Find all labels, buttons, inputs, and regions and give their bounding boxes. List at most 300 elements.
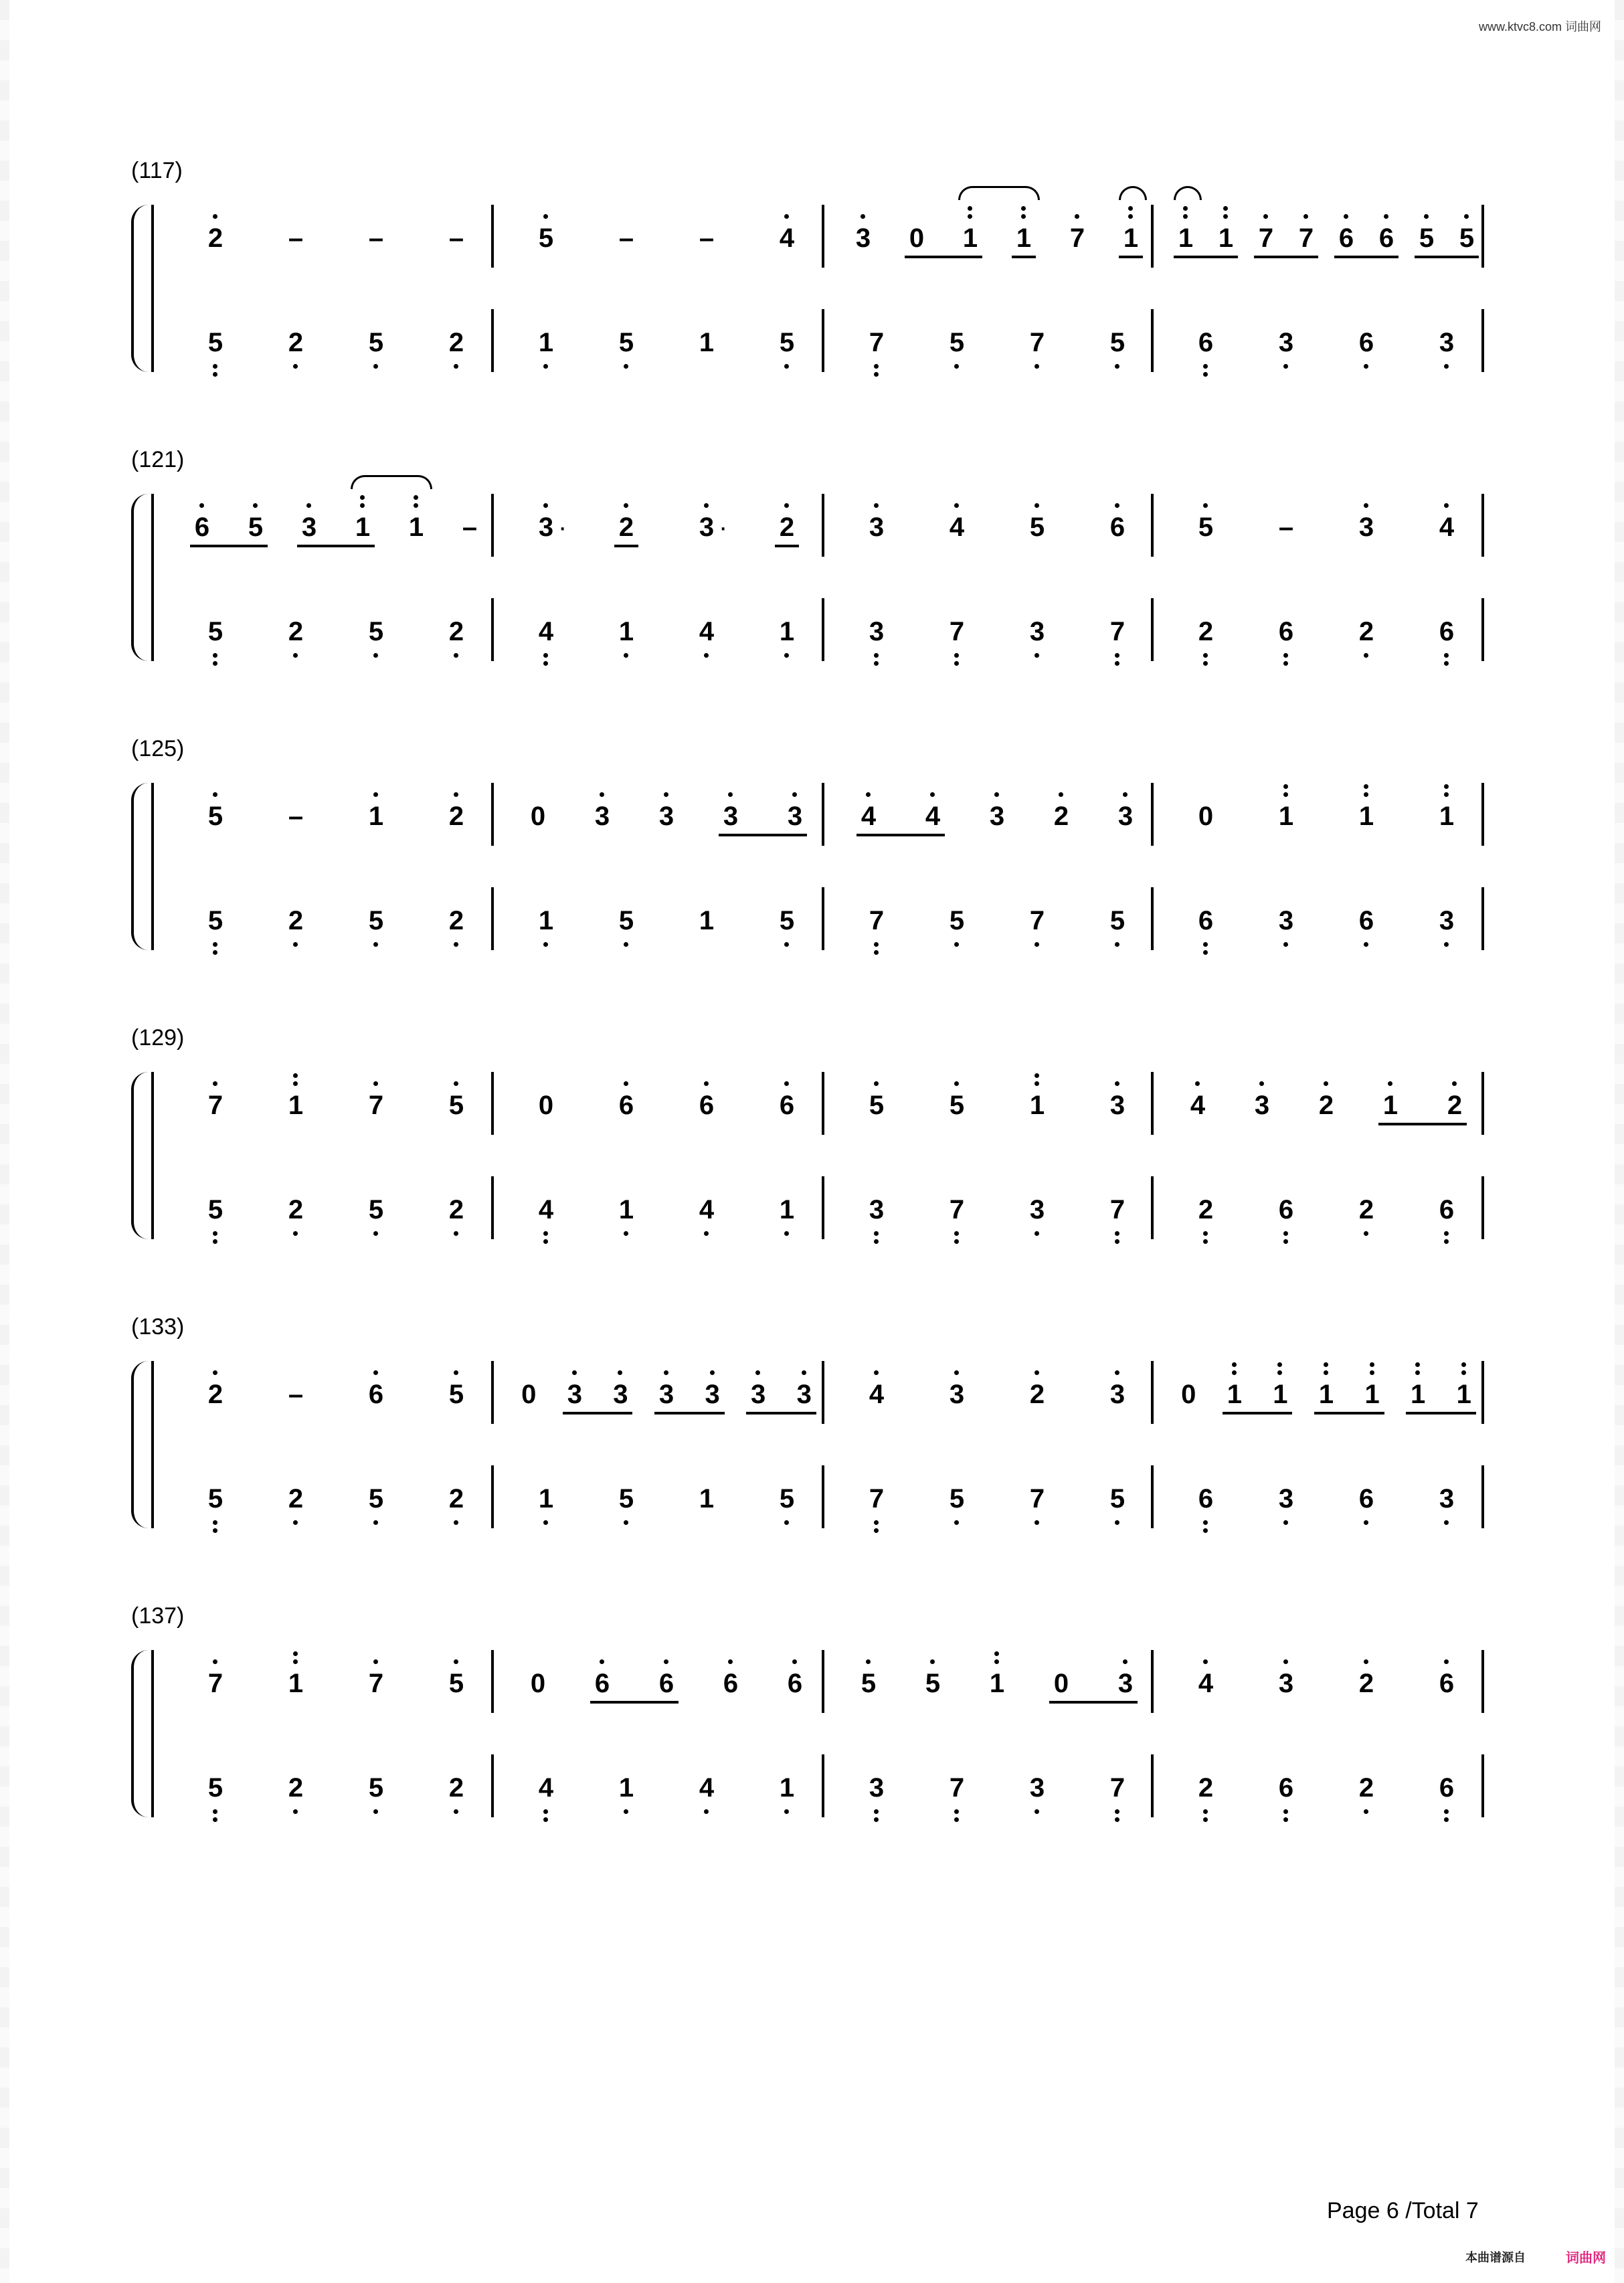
octave-up-dot bbox=[784, 503, 789, 508]
octave-down-dot bbox=[1203, 1528, 1208, 1533]
octave-down-dot bbox=[874, 372, 879, 377]
treble-note: 1 bbox=[1456, 1380, 1471, 1409]
treble-note: 4 bbox=[1190, 1091, 1206, 1120]
octave-down-dot bbox=[1364, 942, 1368, 947]
octave-down-dot bbox=[1115, 1817, 1119, 1822]
bass-note: 2 bbox=[288, 1773, 304, 1803]
bass-note: 5 bbox=[368, 1773, 384, 1803]
bass-note: 6 bbox=[1278, 1773, 1294, 1803]
treble-note: 1 bbox=[1411, 1380, 1426, 1409]
treble-note: 3 bbox=[538, 513, 554, 542]
bass-note: 5 bbox=[618, 1484, 634, 1514]
treble-note: 3 bbox=[1358, 513, 1374, 542]
treble-note: 3 bbox=[658, 1380, 674, 1409]
octave-down-dot bbox=[784, 364, 789, 369]
page-indicator: Page 6 /Total 7 bbox=[1327, 2198, 1479, 2223]
octave-up-dot bbox=[1388, 1081, 1392, 1086]
treble-note: 0 bbox=[1053, 1669, 1069, 1698]
treble-note: 3 bbox=[1109, 1091, 1125, 1120]
footer-brand: 词曲网 bbox=[1566, 2251, 1606, 2266]
treble-note: 4 bbox=[949, 513, 965, 542]
measure-number: (117) bbox=[131, 158, 183, 183]
sustain-dash: – bbox=[448, 223, 464, 253]
octave-down-dot bbox=[1444, 653, 1449, 658]
bass-note: 1 bbox=[779, 617, 795, 646]
bass-note: 5 bbox=[368, 1484, 384, 1514]
eighth-underline bbox=[590, 1701, 679, 1704]
bass-barline bbox=[822, 309, 824, 372]
bass-barline bbox=[822, 1176, 824, 1239]
treble-barline bbox=[1151, 494, 1154, 557]
system-start-line bbox=[151, 205, 154, 372]
octave-down-dot bbox=[213, 1520, 217, 1525]
octave-down-dot bbox=[1115, 1809, 1119, 1814]
bass-note: 2 bbox=[448, 1484, 464, 1514]
octave-up-dot bbox=[1034, 1073, 1039, 1078]
octave-down-dot bbox=[454, 364, 458, 369]
octave-up-dot bbox=[1444, 503, 1449, 508]
octave-down-dot bbox=[874, 653, 879, 658]
octave-down-dot bbox=[373, 1809, 378, 1814]
treble-note: 3 bbox=[949, 1380, 965, 1409]
octave-up-dot bbox=[213, 1370, 217, 1375]
treble-barline bbox=[1151, 205, 1154, 268]
bass-barline bbox=[1151, 309, 1154, 372]
octave-down-dot bbox=[213, 942, 217, 947]
octave-up-dot bbox=[373, 1370, 378, 1375]
octave-down-dot bbox=[1034, 1809, 1039, 1814]
eighth-underline bbox=[1012, 256, 1036, 258]
bass-note: 7 bbox=[1109, 617, 1125, 646]
octave-down-dot bbox=[1115, 364, 1119, 369]
bass-note: 6 bbox=[1198, 906, 1214, 935]
treble-note: 1 bbox=[368, 802, 384, 831]
octave-down-dot bbox=[373, 653, 378, 658]
bass-note: 2 bbox=[288, 328, 304, 357]
octave-down-dot bbox=[704, 653, 709, 658]
bass-note: 2 bbox=[448, 617, 464, 646]
eighth-underline bbox=[654, 1412, 725, 1414]
sustain-dash: – bbox=[1278, 513, 1294, 542]
eighth-underline bbox=[1223, 1412, 1293, 1414]
octave-up-dot bbox=[1464, 214, 1469, 219]
treble-note: 4 bbox=[1198, 1669, 1214, 1698]
bass-note: 4 bbox=[538, 1773, 554, 1803]
octave-down-dot bbox=[1444, 661, 1449, 666]
treble-note: 1 bbox=[288, 1091, 304, 1120]
octave-up-dot bbox=[1424, 214, 1429, 219]
treble-note: 0 bbox=[521, 1380, 537, 1409]
octave-down-dot bbox=[1283, 1239, 1288, 1244]
octave-up-dot bbox=[664, 792, 668, 797]
octave-up-dot bbox=[866, 792, 871, 797]
octave-up-dot bbox=[1344, 214, 1348, 219]
bass-note: 7 bbox=[949, 617, 965, 646]
bass-note: 3 bbox=[1439, 906, 1455, 935]
octave-down-dot bbox=[1283, 661, 1288, 666]
treble-note: 2 bbox=[1447, 1091, 1463, 1120]
treble-barline bbox=[491, 205, 494, 268]
bass-barline bbox=[822, 1754, 824, 1817]
bass-note: 1 bbox=[779, 1773, 795, 1803]
octave-down-dot bbox=[954, 1520, 959, 1525]
octave-down-dot bbox=[213, 1528, 217, 1533]
treble-barline bbox=[1481, 783, 1484, 846]
bass-note: 6 bbox=[1198, 328, 1214, 357]
octave-down-dot bbox=[874, 1809, 879, 1814]
tie-arc bbox=[958, 186, 1040, 200]
treble-note: 4 bbox=[925, 802, 941, 831]
octave-down-dot bbox=[624, 1809, 628, 1814]
octave-down-dot bbox=[213, 950, 217, 955]
octave-down-dot bbox=[624, 942, 628, 947]
treble-note: 1 bbox=[1364, 1380, 1380, 1409]
bass-note: 7 bbox=[869, 906, 885, 935]
octave-down-dot bbox=[1364, 653, 1368, 658]
treble-note: 0 bbox=[538, 1091, 554, 1120]
treble-note: 0 bbox=[530, 1669, 546, 1698]
octave-up-dot bbox=[1183, 214, 1188, 219]
octave-down-dot bbox=[954, 942, 959, 947]
bass-note: 3 bbox=[869, 1195, 885, 1224]
treble-barline bbox=[822, 494, 824, 557]
treble-note: 2 bbox=[1053, 802, 1069, 831]
bass-note: 5 bbox=[207, 1773, 223, 1803]
treble-note: 1 bbox=[1218, 223, 1234, 253]
octave-down-dot bbox=[1034, 1520, 1039, 1525]
bass-note: 6 bbox=[1358, 906, 1374, 935]
octave-down-dot bbox=[543, 1239, 548, 1244]
octave-up-dot bbox=[1324, 1081, 1328, 1086]
octave-down-dot bbox=[1034, 653, 1039, 658]
measure-number: (137) bbox=[131, 1603, 185, 1629]
treble-note: 0 bbox=[909, 223, 925, 253]
octave-down-dot bbox=[1444, 1520, 1449, 1525]
bass-note: 2 bbox=[1358, 1195, 1374, 1224]
treble-barline bbox=[491, 494, 494, 557]
octave-up-dot bbox=[1223, 214, 1228, 219]
bass-note: 5 bbox=[1109, 1484, 1125, 1514]
octave-up-dot bbox=[1277, 1370, 1282, 1375]
octave-down-dot bbox=[954, 364, 959, 369]
octave-up-dot bbox=[543, 503, 548, 508]
octave-down-dot bbox=[293, 1809, 298, 1814]
treble-note: 7 bbox=[1258, 223, 1274, 253]
octave-down-dot bbox=[1203, 661, 1208, 666]
octave-up-dot bbox=[213, 214, 217, 219]
octave-up-dot bbox=[1364, 792, 1368, 797]
treble-note: 5 bbox=[949, 1091, 965, 1120]
treble-note: 6 bbox=[1338, 223, 1354, 253]
treble-note: 2 bbox=[1358, 1669, 1374, 1698]
bass-note: 7 bbox=[869, 328, 885, 357]
treble-note: 2 bbox=[618, 513, 634, 542]
treble-note: 7 bbox=[368, 1669, 384, 1698]
bass-note: 2 bbox=[1198, 617, 1214, 646]
bass-note: 7 bbox=[949, 1195, 965, 1224]
octave-up-dot bbox=[792, 792, 797, 797]
treble-note: 4 bbox=[869, 1380, 885, 1409]
octave-down-dot bbox=[1203, 1809, 1208, 1814]
treble-note: 4 bbox=[1439, 513, 1455, 542]
octave-down-dot bbox=[213, 661, 217, 666]
bass-note: 3 bbox=[1278, 328, 1294, 357]
bass-note: 5 bbox=[368, 617, 384, 646]
octave-up-dot bbox=[293, 1651, 298, 1656]
bass-note: 3 bbox=[1029, 1195, 1045, 1224]
octave-down-dot bbox=[1283, 942, 1288, 947]
measure-number: (121) bbox=[131, 447, 185, 472]
octave-up-dot bbox=[954, 1370, 959, 1375]
octave-up-dot bbox=[1203, 1659, 1208, 1664]
octave-down-dot bbox=[293, 364, 298, 369]
octave-up-dot bbox=[1021, 214, 1026, 219]
treble-note: 1 bbox=[1382, 1091, 1399, 1120]
treble-note: 5 bbox=[248, 513, 264, 542]
octave-up-dot bbox=[1263, 214, 1268, 219]
octave-down-dot bbox=[1115, 1231, 1119, 1236]
eighth-underline bbox=[297, 545, 375, 547]
treble-note: 3 bbox=[723, 802, 739, 831]
system-brace bbox=[131, 205, 149, 372]
bass-note: 2 bbox=[1358, 617, 1374, 646]
octave-up-dot bbox=[1195, 1081, 1200, 1086]
treble-barline bbox=[822, 205, 824, 268]
octave-up-dot bbox=[1461, 1370, 1466, 1375]
eighth-underline bbox=[746, 1412, 816, 1414]
octave-down-dot bbox=[1203, 1520, 1208, 1525]
bass-note: 5 bbox=[779, 906, 795, 935]
sustain-dash: – bbox=[288, 223, 304, 253]
eighth-underline bbox=[1174, 256, 1238, 258]
octave-down-dot bbox=[954, 1239, 959, 1244]
treble-barline bbox=[491, 1361, 494, 1424]
bass-note: 7 bbox=[949, 1773, 965, 1803]
octave-up-dot bbox=[1461, 1362, 1466, 1367]
tie-arc bbox=[351, 475, 432, 489]
octave-up-dot bbox=[1034, 1081, 1039, 1086]
octave-up-dot bbox=[624, 503, 628, 508]
system-start-line bbox=[151, 1072, 154, 1239]
octave-down-dot bbox=[624, 1231, 628, 1236]
system-start-line bbox=[151, 783, 154, 950]
octave-down-dot bbox=[1444, 1239, 1449, 1244]
octave-down-dot bbox=[543, 1817, 548, 1822]
treble-note: 3 bbox=[989, 802, 1005, 831]
treble-note: 3 bbox=[1254, 1091, 1270, 1120]
left-margin-strip bbox=[0, 0, 9, 2283]
treble-note: 6 bbox=[194, 513, 210, 542]
octave-down-dot bbox=[1283, 1809, 1288, 1814]
treble-note: 7 bbox=[1069, 223, 1085, 253]
bass-note: 2 bbox=[288, 617, 304, 646]
octave-up-dot bbox=[1444, 792, 1449, 797]
system-start-line bbox=[151, 1361, 154, 1528]
octave-up-dot bbox=[1370, 1362, 1374, 1367]
system-brace bbox=[131, 1361, 149, 1528]
bass-note: 7 bbox=[869, 1484, 885, 1514]
octave-down-dot bbox=[784, 653, 789, 658]
bass-note: 3 bbox=[1029, 1773, 1045, 1803]
octave-up-dot bbox=[199, 503, 204, 508]
octave-up-dot bbox=[710, 1370, 715, 1375]
bass-note: 1 bbox=[699, 906, 715, 935]
octave-up-dot bbox=[930, 1659, 935, 1664]
treble-note: 6 bbox=[594, 1669, 610, 1698]
system-brace bbox=[131, 494, 149, 661]
octave-down-dot bbox=[1115, 942, 1119, 947]
octave-up-dot bbox=[1203, 503, 1208, 508]
octave-up-dot bbox=[213, 1659, 217, 1664]
system-start-line bbox=[151, 1650, 154, 1817]
treble-note: 7 bbox=[1298, 223, 1314, 253]
sustain-dash: – bbox=[699, 223, 715, 253]
octave-down-dot bbox=[213, 364, 217, 369]
bass-note: 5 bbox=[207, 1484, 223, 1514]
treble-barline bbox=[1151, 1361, 1154, 1424]
bass-note: 5 bbox=[207, 617, 223, 646]
octave-down-dot bbox=[1203, 1239, 1208, 1244]
treble-note: 6 bbox=[1378, 223, 1394, 253]
treble-note: 5 bbox=[538, 223, 554, 253]
octave-up-dot bbox=[213, 792, 217, 797]
octave-down-dot bbox=[454, 1520, 458, 1525]
octave-down-dot bbox=[1283, 364, 1288, 369]
treble-note: 3 bbox=[699, 513, 715, 542]
bass-barline bbox=[491, 1754, 494, 1817]
octave-up-dot bbox=[1034, 1370, 1039, 1375]
treble-note: 1 bbox=[288, 1669, 304, 1698]
bass-barline bbox=[1481, 1465, 1484, 1528]
bass-barline bbox=[491, 887, 494, 950]
octave-up-dot bbox=[802, 1370, 806, 1375]
bass-note: 6 bbox=[1278, 1195, 1294, 1224]
bass-note: 5 bbox=[779, 328, 795, 357]
bass-note: 1 bbox=[538, 906, 554, 935]
bass-note: 7 bbox=[1029, 328, 1045, 357]
octave-down-dot bbox=[874, 1528, 879, 1533]
treble-note: 1 bbox=[1318, 1380, 1334, 1409]
measure-number: (129) bbox=[131, 1025, 185, 1051]
octave-down-dot bbox=[874, 661, 879, 666]
octave-up-dot bbox=[861, 214, 865, 219]
bass-barline bbox=[822, 598, 824, 661]
octave-up-dot bbox=[414, 495, 418, 500]
treble-note: 1 bbox=[989, 1669, 1005, 1698]
bass-note: 1 bbox=[618, 1195, 634, 1224]
octave-down-dot bbox=[784, 942, 789, 947]
bass-note: 6 bbox=[1358, 328, 1374, 357]
octave-up-dot bbox=[454, 1081, 458, 1086]
octave-down-dot bbox=[1444, 364, 1449, 369]
octave-down-dot bbox=[1034, 1231, 1039, 1236]
treble-note: 2 bbox=[207, 1380, 223, 1409]
treble-note: 5 bbox=[448, 1091, 464, 1120]
bass-barline bbox=[491, 309, 494, 372]
bass-note: 5 bbox=[1109, 328, 1125, 357]
treble-note: 4 bbox=[779, 223, 795, 253]
octave-down-dot bbox=[1444, 1809, 1449, 1814]
treble-note: 6 bbox=[658, 1669, 674, 1698]
octave-down-dot bbox=[874, 364, 879, 369]
treble-note: 3 bbox=[613, 1380, 628, 1409]
tie-arc bbox=[1174, 186, 1202, 200]
treble-note: 3 bbox=[658, 802, 674, 831]
bass-barline bbox=[822, 1465, 824, 1528]
octave-up-dot bbox=[213, 1081, 217, 1086]
octave-down-dot bbox=[704, 1231, 709, 1236]
octave-down-dot bbox=[454, 942, 458, 947]
octave-up-dot bbox=[373, 792, 378, 797]
system-start-line bbox=[151, 494, 154, 661]
octave-down-dot bbox=[1034, 942, 1039, 947]
bass-note: 2 bbox=[288, 906, 304, 935]
bass-barline bbox=[1151, 887, 1154, 950]
octave-up-dot bbox=[728, 1659, 733, 1664]
octave-up-dot bbox=[930, 792, 935, 797]
bass-barline bbox=[491, 1465, 494, 1528]
bass-note: 3 bbox=[1278, 1484, 1294, 1514]
octave-down-dot bbox=[1283, 653, 1288, 658]
bass-note: 7 bbox=[1109, 1773, 1125, 1803]
bass-note: 2 bbox=[448, 1773, 464, 1803]
octave-down-dot bbox=[373, 942, 378, 947]
octave-up-dot bbox=[1324, 1362, 1328, 1367]
bass-barline bbox=[1481, 309, 1484, 372]
bass-note: 2 bbox=[448, 906, 464, 935]
eighth-underline bbox=[719, 834, 807, 836]
octave-down-dot bbox=[954, 1809, 959, 1814]
eighth-underline bbox=[1406, 1412, 1476, 1414]
treble-note: 6 bbox=[618, 1091, 634, 1120]
octave-down-dot bbox=[1203, 942, 1208, 947]
bass-note: 2 bbox=[1358, 1773, 1374, 1803]
octave-up-dot bbox=[1128, 206, 1133, 211]
octave-down-dot bbox=[624, 364, 628, 369]
octave-up-dot bbox=[1115, 503, 1119, 508]
treble-note: 6 bbox=[699, 1091, 715, 1120]
octave-up-dot bbox=[1444, 784, 1449, 789]
treble-note: 0 bbox=[1181, 1380, 1196, 1409]
bass-note: 4 bbox=[699, 617, 715, 646]
bass-note: 3 bbox=[1439, 328, 1455, 357]
augmentation-dot: · bbox=[719, 513, 728, 542]
octave-down-dot bbox=[954, 1817, 959, 1822]
octave-down-dot bbox=[954, 661, 959, 666]
bass-note: 4 bbox=[538, 617, 554, 646]
treble-barline bbox=[1481, 1650, 1484, 1713]
treble-note: 3 bbox=[1109, 1380, 1125, 1409]
octave-up-dot bbox=[664, 1370, 668, 1375]
eighth-underline bbox=[1049, 1701, 1138, 1704]
octave-down-dot bbox=[874, 1520, 879, 1525]
octave-down-dot bbox=[293, 1231, 298, 1236]
treble-note: 1 bbox=[1178, 223, 1194, 253]
treble-note: 3 bbox=[796, 1380, 812, 1409]
octave-up-dot bbox=[360, 503, 365, 508]
octave-up-dot bbox=[728, 792, 733, 797]
octave-up-dot bbox=[1115, 1081, 1119, 1086]
treble-note: 1 bbox=[355, 513, 371, 542]
octave-up-dot bbox=[994, 1659, 999, 1664]
treble-note: 4 bbox=[861, 802, 877, 831]
treble-note: 1 bbox=[1273, 1380, 1288, 1409]
octave-up-dot bbox=[624, 1081, 628, 1086]
treble-note: 6 bbox=[779, 1091, 795, 1120]
treble-note: 1 bbox=[408, 513, 424, 542]
octave-up-dot bbox=[954, 1081, 959, 1086]
octave-up-dot bbox=[1283, 792, 1288, 797]
